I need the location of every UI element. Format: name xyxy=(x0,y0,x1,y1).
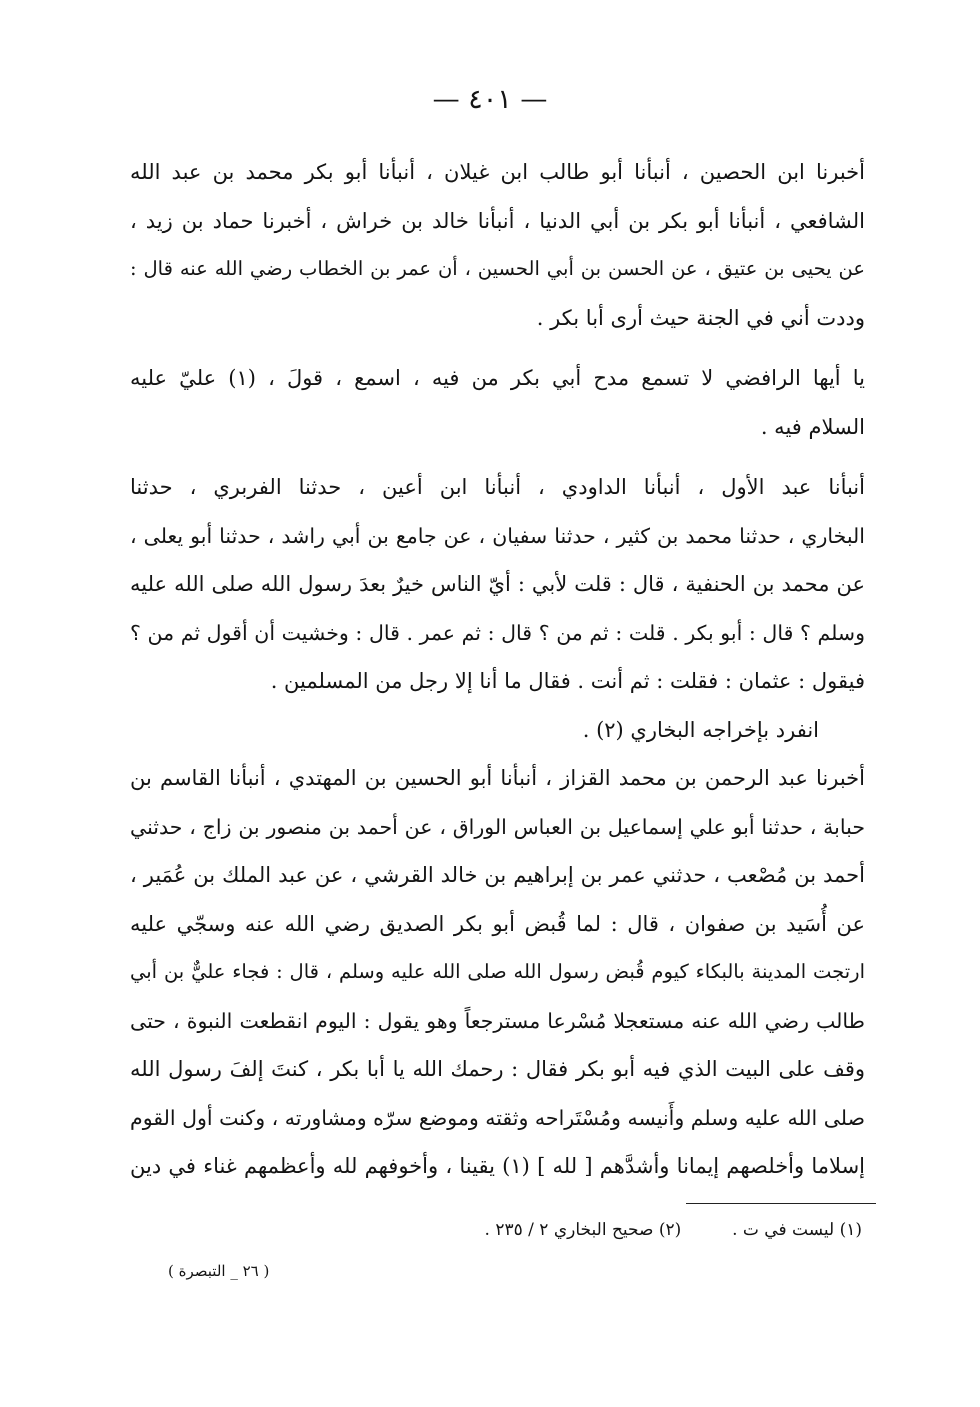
text-line: صلى الله عليه وسلم وأَنيسه ومُسْتَراحه وثقته وموضع سرّه ومشاورته ، وكنت أول القوم xyxy=(130,1105,865,1130)
text-line: السلام فيه . xyxy=(760,414,865,439)
text-line: ارتجت المدينة بالبكاء كيوم قُبض رسول الله صلى الله عليه وسلم ، قال : فجاء عليٌّ بن أبي xyxy=(130,960,866,983)
signature-mark: ( ٢٦ _ التبصرة ) xyxy=(168,1262,270,1280)
footnote-divider xyxy=(686,1203,876,1204)
page-number: — ٤٠١ — xyxy=(432,84,548,115)
text-line: الشافعي ، أنبأنا أبو بكر بن أبي الدنيا ، أنبأنا خالد بن خراش ، أخبرنا حماد بن زيد ، xyxy=(130,208,865,233)
text-line: وسلم ؟ قال : أبو بكر . قلت : ثم من ؟ قال : ثم عمر . قال : وخشيت أن أقول ثم من ؟ xyxy=(130,620,865,645)
footnotes xyxy=(485,1220,862,1240)
text-line: أخبرنا عبد الرحمن بن محمد القزاز ، أنبأنا أبو الحسين بن المهتدي ، أنبأنا القاسم بن xyxy=(130,766,865,790)
text-line: طالب رضي الله عنه مستعجلا مُسْرعا مسترجعاً وهو يقول : اليوم انقطعت النبوة ، حتى xyxy=(130,1008,865,1033)
text-line: البخاري ، حدثنا محمد بن كثير ، حدثنا سفيان ، عن جامع بن أبي راشد ، حدثنا أبو يعلى ، xyxy=(130,523,865,548)
text-line: عن محمد بن الحنفية ، قال : قلت لأبي : أيّ الناس خيرٌ بعدَ رسول الله صلى الله عليه xyxy=(130,572,865,596)
text-line: عن يحيى بن عتيق ، عن الحسن بن أبي الحسين ، أن عمر بن الخطاب رضي الله عنه قال : xyxy=(130,257,865,280)
text-line: انفرد بإخراجه البخاري (٢) . xyxy=(582,717,819,742)
text-line: عن أُسَيد بن صفوان ، قال : لما قُبض أبو بكر الصديق رضي الله عنه وسجّي عليه xyxy=(130,911,865,936)
text-line: أخبرنا ابن الحصين ، أنبأنا أبو طالب ابن غيلان ، أنبأنا أبو بكر محمد بن عبد الله xyxy=(130,160,865,184)
text-line: وددت أني في الجنة حيث أرى أبا بكر . xyxy=(536,305,865,330)
footnote-2: (٢) صحيح البخاري ٢ / ٢٣٥ . xyxy=(484,1220,682,1240)
text-line: أنبأنا عبد الأول ، أنبأنا الداودي ، أنبأنا ابن أعين ، حدثنا الفربري ، حدثنا xyxy=(130,475,865,499)
body-text xyxy=(130,148,865,1191)
text-line: يا أيها الرافضي لا تسمع مدح أبي بكر من فيه ، اسمع ، قولَ ، (١) عليّ عليه xyxy=(130,366,865,390)
text-line: وقف على البيت الذي فيه أبو بكر فقال : رحمك الله يا أبا بكر ، كنتَ إلفَ رسول الله xyxy=(130,1057,865,1081)
text-line: أحمد بن مُصْعب ، حدثني عمر بن إبراهيم بن خالد القرشي ، عن عبد الملك بن عُمَير ، xyxy=(130,863,865,887)
text-line: حبابة ، حدثنا أبو علي إسماعيل بن العباس الوراق ، عن أحمد بن منصور بن زاج ، حدثني xyxy=(130,814,865,839)
footnote-1: (١) ليست في ت . xyxy=(732,1220,862,1240)
text-line: فيقول : عثمان : فقلت : ثم أنت . فقال ما أنا إلا رجل من المسلمين . xyxy=(270,669,865,693)
text-line: إسلاما وأخلصهم إيمانا وأشدَّهم [ لله ] (١) يقينا ، وأخوفهم لله وأعظمهم غناء في دين xyxy=(130,1154,865,1178)
